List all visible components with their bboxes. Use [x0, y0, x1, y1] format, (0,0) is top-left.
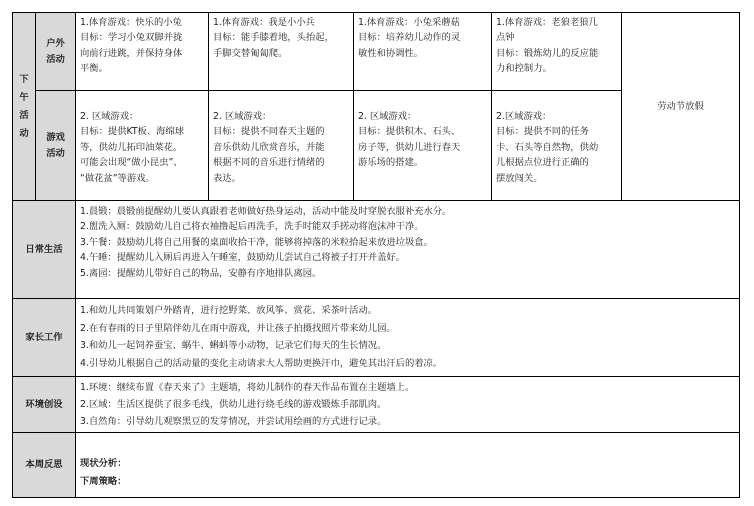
area-game-cell-day4: 2.区域游戏： 目标：提供不同的任务 卡、石头等自然物，供幼 儿根据点位进行正确的 摆放闯关。 — [492, 91, 622, 201]
parent-work-label: 家长工作 — [13, 299, 76, 377]
environment-label: 环境创设 — [13, 377, 76, 433]
environment-item: 1.环境：继续布置《春天来了》主题墙，将幼儿制作的春天作品布置在主题墙上。 — [80, 382, 415, 393]
parent-work-item: 4.引导幼儿根据自己的活动量的变化主动请求大人帮助更换汗巾，避免其出汗后的着凉。 — [80, 357, 443, 369]
afternoon-label-char: 下 — [19, 73, 29, 85]
outdoor-cell-day1: 1.体育游戏：快乐的小兔 目标：学习小兔双脚并拢 向前行进跳，并保持身体 平衡。 — [76, 13, 209, 91]
environment-item: 3.自然角：引导幼儿观察黑豆的发芽情况，并尝试用绘画的方式进行记录。 — [80, 416, 387, 427]
afternoon-label-char: 活 — [19, 109, 29, 121]
afternoon-label-char: 动 — [19, 127, 29, 139]
holiday-text: 劳动节放假 — [657, 100, 704, 112]
afternoon-activities-label — [13, 13, 36, 201]
daily-life-item: 1.晨锻：晨锻前提醒幼儿要认真跟着老师做好热身运动，活动中能及时穿脱衣服补充水分。 — [80, 206, 452, 217]
area-game-cell-day3: 2. 区域游戏： 目标：提供积木、石头、 房子等，供幼儿进行春天 游乐场的搭建。 — [354, 91, 492, 201]
daily-life-item: 4.午睡：提醒幼儿入厕后再进入午睡室，鼓励幼儿尝试自己将被子打开并盖好。 — [80, 252, 405, 264]
outdoor-cell-day4: 1.体育游戏：老狼老狼几 点钟 目标：锻炼幼儿的反应能 力和控制力。 — [492, 13, 622, 91]
outdoor-cell-day2: 1.体育游戏：我是小小兵 目标：能手膝着地，头抬起， 手脚交替匍匐爬。 — [209, 13, 354, 91]
weekly-reflection-label: 本周反思 — [13, 433, 76, 497]
weekly-reflection-content — [76, 433, 739, 497]
daily-life-item: 5.离园：提醒幼儿带好自己的物品，安静有序地排队离园。 — [80, 267, 322, 279]
daily-life-item: 3.午餐：鼓励幼儿将自己用餐的桌面收拾干净，能够将掉落的米粒拾起来放进垃圾盒。 — [80, 236, 433, 248]
labor-day-holiday-cell — [622, 13, 739, 201]
area-game-cell-day2: 2. 区域游戏： 目标：提供不同春天主题的 音乐供幼儿欣赏音乐，并能 根据不同的音乐进行情绪的 表达。 — [209, 91, 354, 201]
parent-work-content — [76, 299, 739, 377]
weekly-plan-table — [12, 12, 740, 498]
next-week-strategy-label: 下周策略： — [80, 476, 127, 487]
afternoon-label-char: 午 — [19, 91, 29, 103]
environment-item: 2.区域：生活区提供了很多毛线，供幼儿进行绕毛线的游戏锻炼手部肌肉。 — [80, 399, 387, 410]
parent-work-item: 2.在有春雨的日子里陪伴幼儿在雨中游戏，并让孩子拍摄找照片带来幼儿园。 — [80, 322, 396, 334]
daily-life-content — [76, 201, 739, 299]
daily-life-label: 日常生活 — [13, 201, 76, 299]
current-analysis-label: 现状分析： — [80, 458, 127, 469]
parent-work-item: 1.和幼儿共同策划户外踏青，进行挖野菜、放风筝、赏花、采茶叶活动。 — [80, 305, 378, 316]
area-game-cell-day1: 2. 区域游戏： 目标：提供KT板、海绵球 等，供幼儿拓印油菜花。 可能会出现“做小昆虫”、 “做花盆”等游戏。 — [76, 91, 209, 201]
outdoor-activity-label: 户外 活动 — [36, 13, 76, 91]
outdoor-cell-day3: 1.体育游戏：小兔采蘑菇 目标：培养幼儿动作的灵 敏性和协调性。 — [354, 13, 492, 91]
environment-content — [76, 377, 739, 433]
parent-work-item: 3.和幼儿一起饲养蚕宝、蜗牛、蝌蚪等小动物，记录它们每天的生长情况。 — [80, 340, 387, 351]
daily-life-item: 2.盥洗入厕：鼓励幼儿自己将衣袖撸起后再洗手，洗手时能双手搓动将泡沫冲干净。 — [80, 221, 424, 233]
game-activity-label: 游戏 活动 — [36, 91, 76, 201]
